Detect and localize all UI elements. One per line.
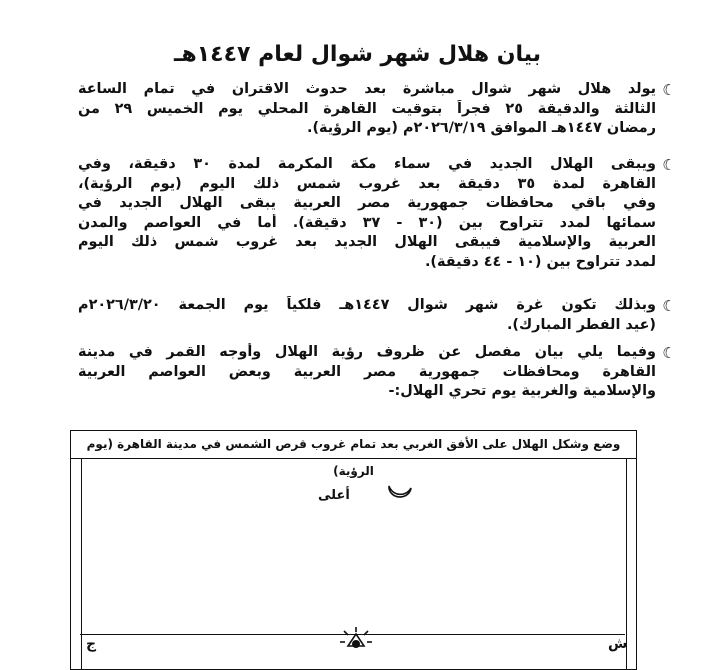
paragraph-line: القاهرة لمدة ٣٥ دقيقة بعد غروب شمس ذلك اليوم (يوم الرؤية)، xyxy=(78,175,656,192)
paragraph-line: وفيما يلي بيان مفصل عن ظروف رؤية الهلال وأوجه القمر في مدينة xyxy=(78,344,656,360)
crescent-bullet-icon: ☾ xyxy=(662,81,676,99)
paragraph-line: رمضان ١٤٤٧هـ الموافق ٢٠٢٦/٣/١٩م (يوم الرؤية). xyxy=(307,120,656,137)
paragraph-line: القاهرة ومحافظات جمهورية مصر العربية وبعض العواصم العربية xyxy=(78,363,656,380)
paragraph-line: يولد هلال شهر شوال مباشرة بعد حدوث الاقتران في تمام الساعة xyxy=(78,81,656,97)
diagram-divider-left xyxy=(81,459,82,669)
paragraph-line: (عيد الفطر المبارك). xyxy=(506,316,656,333)
crescent-moon-icon xyxy=(382,472,416,506)
diagram-header: وضع وشكل الهلال على الأفق الغربي بعد تمام غروب قرص الشمس في مدينة القاهرة (يوم الرؤية) xyxy=(71,431,636,459)
paragraph-line: العربية والإسلامية فيبقى الهلال الجديد بعد غروب شمس ذلك اليوم xyxy=(78,234,656,251)
diagram-top-label: أعلى xyxy=(318,488,350,503)
paragraph-line: لمدد تتراوح بين (١٠ - ٤٤ دقيقة). xyxy=(424,253,656,270)
setting-sun-icon xyxy=(339,626,373,660)
crescent-bullet-icon: ☾ xyxy=(662,156,676,174)
paragraph-line: ويبقى الهلال الجديد في سماء مكة المكرمة لمدة ٣٠ دقيقة، وفي xyxy=(78,156,656,172)
crescent-bullet-icon: ☾ xyxy=(662,297,676,315)
direction-south-label: ج xyxy=(86,636,97,652)
paragraph-4 xyxy=(78,343,676,402)
paragraph-line: وفي باقي محافظات جمهورية مصر العربية يبقى الهلال الجديد في xyxy=(78,195,656,212)
direction-north-label: ش xyxy=(608,636,628,652)
paragraph-1 xyxy=(78,80,676,139)
paragraph-2 xyxy=(78,155,676,273)
crescent-bullet-icon: ☾ xyxy=(662,344,676,362)
paragraph-line: وبذلك تكون غرة شهر شوال ١٤٤٧هـ فلكياً يوم الجمعة ٢٠٢٦/٣/٢٠م xyxy=(78,297,656,313)
document-title: بيان هلال شهر شوال لعام ١٤٤٧هـ xyxy=(173,42,542,67)
paragraph-3 xyxy=(78,296,676,335)
paragraph-line: والإسلامية والغربية يوم تحري الهلال:- xyxy=(388,383,656,400)
paragraph-line: سمائها لمدد تتراوح بين (٣٠ - ٣٧ دقيقة). أما في العواصم والمدن xyxy=(78,214,656,231)
paragraph-line: الثالثة والدقيقة ٢٥ فجراً بتوقيت القاهرة المحلي يوم الخميس ٢٩ من xyxy=(78,100,656,117)
